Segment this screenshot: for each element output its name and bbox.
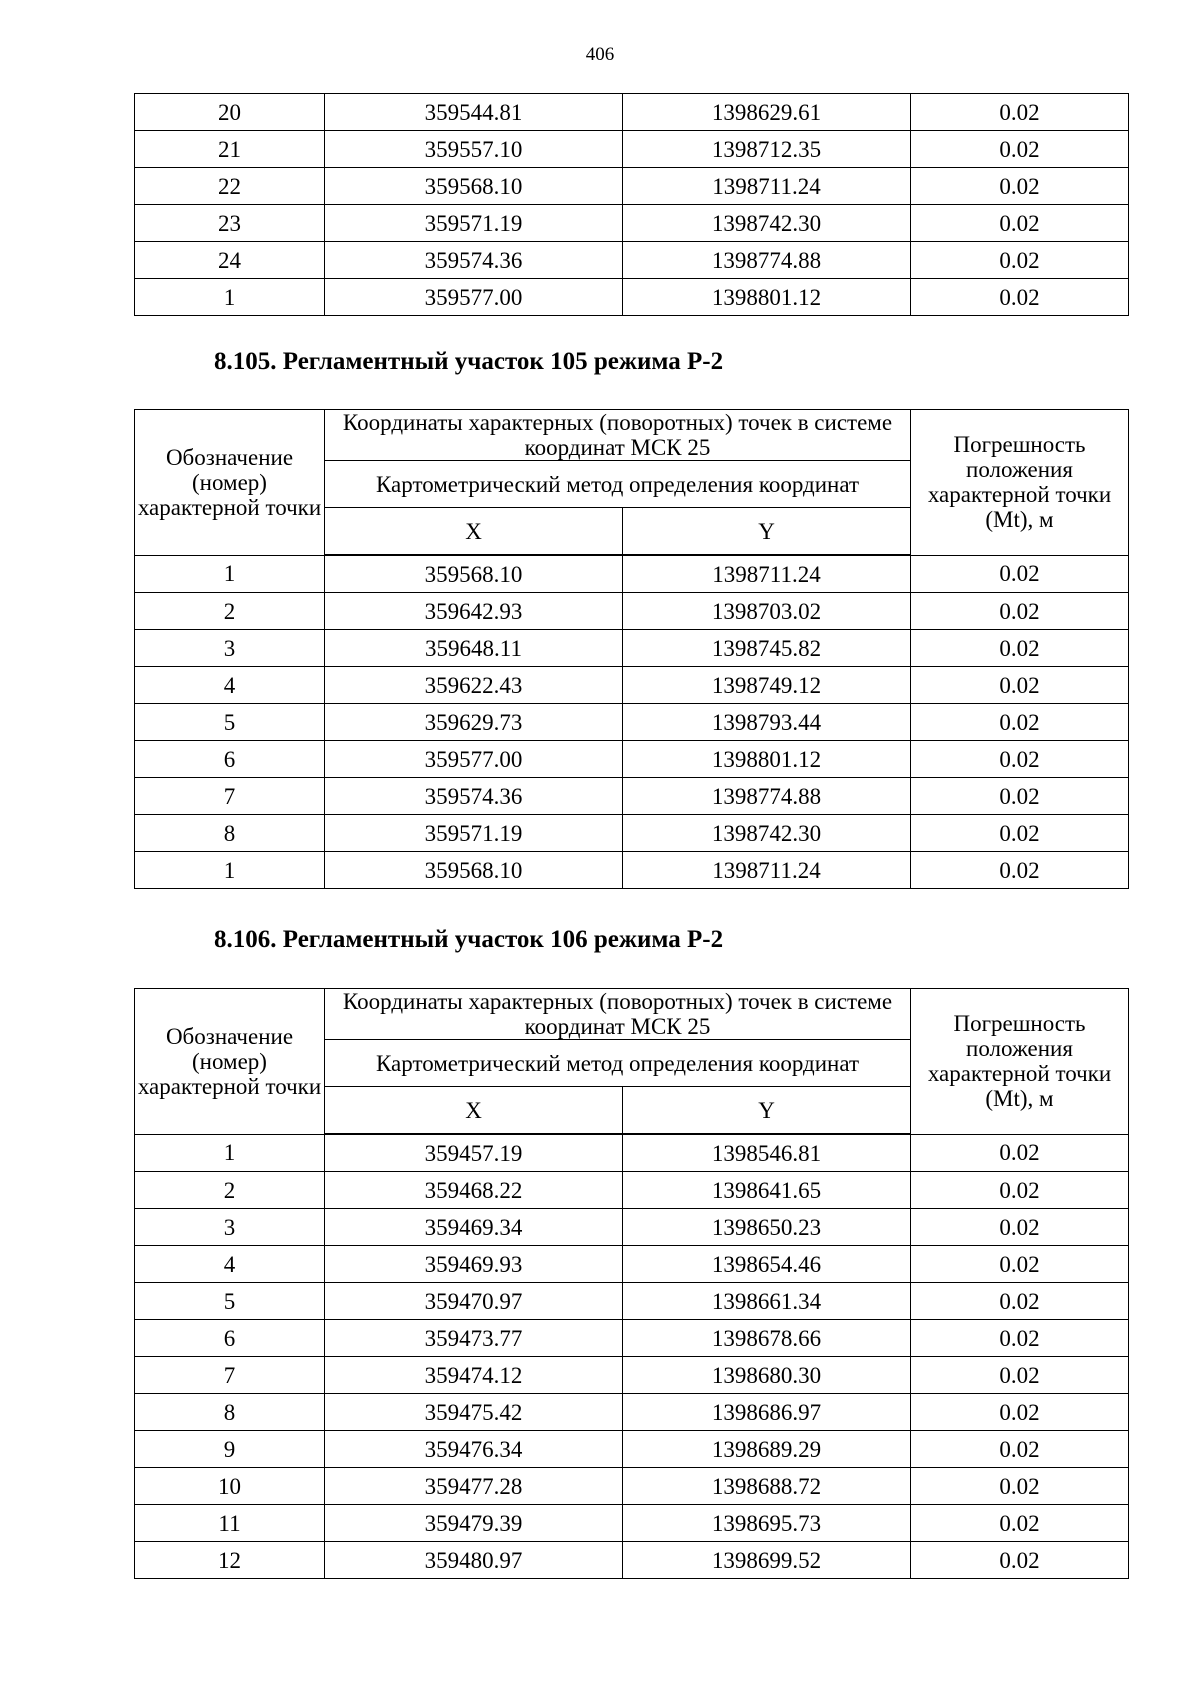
y-coordinate-cell: 1398689.29 [623,1431,911,1468]
x-coordinate-cell: 359568.10 [325,555,623,593]
table-row [135,1320,1129,1357]
error-cell: 0.02 [911,741,1129,778]
header-y: Y [623,508,911,556]
header-point-designation: Обозначение (номер) характерной точки [135,989,325,1135]
table-row [135,852,1129,889]
error-cell: 0.02 [911,168,1129,205]
coordinates-table-106 [134,988,1129,1579]
y-coordinate-cell: 1398629.61 [623,94,911,131]
error-cell: 0.02 [911,704,1129,741]
error-cell: 0.02 [911,1468,1129,1505]
point-number-cell: 7 [135,1357,325,1394]
y-coordinate-cell: 1398745.82 [623,630,911,667]
error-cell: 0.02 [911,131,1129,168]
point-number-cell: 11 [135,1505,325,1542]
table-row [135,1357,1129,1394]
error-cell: 0.02 [911,852,1129,889]
error-cell: 0.02 [911,1505,1129,1542]
page-number: 406 [585,44,615,65]
header-x: X [325,508,623,556]
header-method: Картометрический метод определения координат [325,1040,911,1087]
point-number-cell: 1 [135,555,325,593]
error-cell: 0.02 [911,778,1129,815]
error-cell: 0.02 [911,1542,1129,1579]
x-coordinate-cell: 359544.81 [325,94,623,131]
x-coordinate-cell: 359473.77 [325,1320,623,1357]
y-coordinate-cell: 1398742.30 [623,205,911,242]
x-coordinate-cell: 359469.93 [325,1246,623,1283]
table-row [135,593,1129,630]
x-coordinate-cell: 359477.28 [325,1468,623,1505]
x-coordinate-cell: 359469.34 [325,1209,623,1246]
table-body [135,94,1129,316]
y-coordinate-cell: 1398711.24 [623,555,911,593]
table-body [135,1134,1129,1579]
error-cell: 0.02 [911,1209,1129,1246]
point-number-cell: 24 [135,242,325,279]
coordinates-table-105 [134,409,1129,889]
table-row [135,704,1129,741]
error-cell: 0.02 [911,242,1129,279]
y-coordinate-cell: 1398742.30 [623,815,911,852]
x-coordinate-cell: 359642.93 [325,593,623,630]
table-row [135,1172,1129,1209]
y-coordinate-cell: 1398680.30 [623,1357,911,1394]
header-coordinates: Координаты характерных (поворотных) точек в системе координат МСК 25 [325,989,911,1040]
point-number-cell: 2 [135,593,325,630]
table-row [135,242,1129,279]
header-position-error: Погрешность положения характерной точки (Mt), м [911,989,1129,1135]
point-number-cell: 1 [135,279,325,316]
point-number-cell: 4 [135,1246,325,1283]
table-row [135,1209,1129,1246]
point-number-cell: 6 [135,741,325,778]
error-cell: 0.02 [911,94,1129,131]
table-row [135,741,1129,778]
point-number-cell: 23 [135,205,325,242]
point-number-cell: 8 [135,815,325,852]
table-header [135,410,1129,556]
table-row [135,1468,1129,1505]
table-row [135,667,1129,704]
y-coordinate-cell: 1398686.97 [623,1394,911,1431]
y-coordinate-cell: 1398774.88 [623,242,911,279]
y-coordinate-cell: 1398699.52 [623,1542,911,1579]
table-header [135,989,1129,1135]
header-point-designation: Обозначение (номер) характерной точки [135,410,325,556]
x-coordinate-cell: 359577.00 [325,741,623,778]
error-cell: 0.02 [911,1394,1129,1431]
table-row [135,131,1129,168]
table-row [135,1134,1129,1172]
y-coordinate-cell: 1398711.24 [623,168,911,205]
x-coordinate-cell: 359568.10 [325,168,623,205]
x-coordinate-cell: 359474.12 [325,1357,623,1394]
point-number-cell: 3 [135,1209,325,1246]
table-row [135,1246,1129,1283]
error-cell: 0.02 [911,1246,1129,1283]
y-coordinate-cell: 1398801.12 [623,741,911,778]
x-coordinate-cell: 359648.11 [325,630,623,667]
table-row [135,1431,1129,1468]
y-coordinate-cell: 1398793.44 [623,704,911,741]
x-coordinate-cell: 359571.19 [325,815,623,852]
y-coordinate-cell: 1398695.73 [623,1505,911,1542]
x-coordinate-cell: 359475.42 [325,1394,623,1431]
error-cell: 0.02 [911,1320,1129,1357]
y-coordinate-cell: 1398774.88 [623,778,911,815]
table-body [135,555,1129,889]
x-coordinate-cell: 359577.00 [325,279,623,316]
error-cell: 0.02 [911,555,1129,593]
error-cell: 0.02 [911,1134,1129,1172]
error-cell: 0.02 [911,630,1129,667]
x-coordinate-cell: 359480.97 [325,1542,623,1579]
table-row [135,205,1129,242]
table-row [135,1283,1129,1320]
header-position-error: Погрешность положения характерной точки (Mt), м [911,410,1129,556]
point-number-cell: 2 [135,1172,325,1209]
point-number-cell: 7 [135,778,325,815]
table-row [135,1505,1129,1542]
point-number-cell: 12 [135,1542,325,1579]
error-cell: 0.02 [911,667,1129,704]
table-row [135,630,1129,667]
error-cell: 0.02 [911,1357,1129,1394]
point-number-cell: 5 [135,1283,325,1320]
error-cell: 0.02 [911,815,1129,852]
table-row [135,168,1129,205]
header-coordinates: Координаты характерных (поворотных) точек в системе координат МСК 25 [325,410,911,461]
error-cell: 0.02 [911,205,1129,242]
point-number-cell: 21 [135,131,325,168]
x-coordinate-cell: 359457.19 [325,1134,623,1172]
point-number-cell: 5 [135,704,325,741]
y-coordinate-cell: 1398749.12 [623,667,911,704]
point-number-cell: 8 [135,1394,325,1431]
header-x: X [325,1087,623,1135]
y-coordinate-cell: 1398546.81 [623,1134,911,1172]
x-coordinate-cell: 359574.36 [325,242,623,279]
y-coordinate-cell: 1398703.02 [623,593,911,630]
table-row [135,1542,1129,1579]
y-coordinate-cell: 1398712.35 [623,131,911,168]
y-coordinate-cell: 1398661.34 [623,1283,911,1320]
y-coordinate-cell: 1398641.65 [623,1172,911,1209]
error-cell: 0.02 [911,279,1129,316]
point-number-cell: 4 [135,667,325,704]
error-cell: 0.02 [911,1431,1129,1468]
point-number-cell: 20 [135,94,325,131]
header-method: Картометрический метод определения координат [325,461,911,508]
table-row [135,1394,1129,1431]
table-row [135,94,1129,131]
x-coordinate-cell: 359622.43 [325,667,623,704]
x-coordinate-cell: 359468.22 [325,1172,623,1209]
y-coordinate-cell: 1398688.72 [623,1468,911,1505]
point-number-cell: 1 [135,852,325,889]
y-coordinate-cell: 1398654.46 [623,1246,911,1283]
x-coordinate-cell: 359479.39 [325,1505,623,1542]
continuation-table [134,93,1129,316]
x-coordinate-cell: 359629.73 [325,704,623,741]
error-cell: 0.02 [911,1172,1129,1209]
point-number-cell: 9 [135,1431,325,1468]
point-number-cell: 22 [135,168,325,205]
x-coordinate-cell: 359557.10 [325,131,623,168]
x-coordinate-cell: 359470.97 [325,1283,623,1320]
point-number-cell: 6 [135,1320,325,1357]
table-row [135,555,1129,593]
point-number-cell: 10 [135,1468,325,1505]
section-title-106: 8.106. Регламентный участок 106 режима Р-2 [214,926,724,953]
header-y: Y [623,1087,911,1135]
y-coordinate-cell: 1398650.23 [623,1209,911,1246]
section-title-105: 8.105. Регламентный участок 105 режима Р-2 [214,348,724,375]
table-row [135,778,1129,815]
point-number-cell: 3 [135,630,325,667]
table-row [135,279,1129,316]
x-coordinate-cell: 359571.19 [325,205,623,242]
y-coordinate-cell: 1398711.24 [623,852,911,889]
table-row [135,815,1129,852]
y-coordinate-cell: 1398801.12 [623,279,911,316]
x-coordinate-cell: 359574.36 [325,778,623,815]
y-coordinate-cell: 1398678.66 [623,1320,911,1357]
point-number-cell: 1 [135,1134,325,1172]
x-coordinate-cell: 359568.10 [325,852,623,889]
error-cell: 0.02 [911,1283,1129,1320]
x-coordinate-cell: 359476.34 [325,1431,623,1468]
error-cell: 0.02 [911,593,1129,630]
